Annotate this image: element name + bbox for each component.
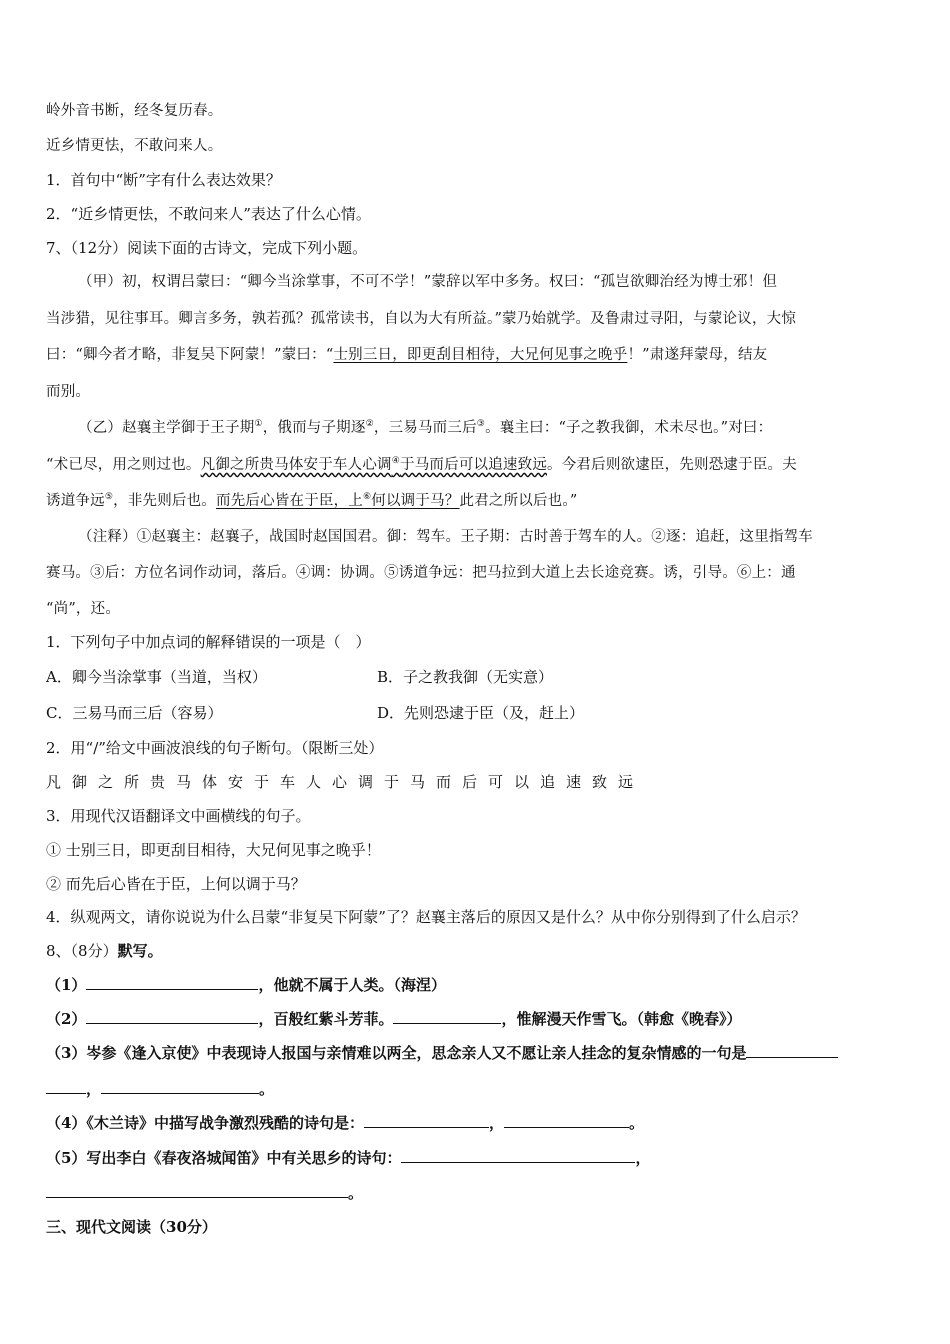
answer-blank[interactable] [46, 1183, 348, 1198]
footnote-mark: ② [365, 419, 374, 430]
passage-yi-line-1 [78, 418, 772, 438]
answer-blank[interactable] [101, 1079, 259, 1094]
passage-jia-line-4: 而别。 [46, 384, 91, 400]
poem-line-2: 近乡情更怯，不敢问来人。 [46, 138, 223, 154]
option-a: A．卿今当涂掌事（当道，当权） [46, 668, 267, 686]
q8-item-5-cont: 。 [46, 1183, 363, 1203]
poem-question-1: 1．首句中“断”字有什么表达效果？ [46, 171, 281, 189]
passage-jia-line-1: （甲）初，权谓吕蒙曰：“卿今当涂掌事，不可不学！”蒙辞以军中多务。权曰：“孤岂欲卿治经为博士邪！但 [78, 274, 778, 290]
sub-question-4: 4．纵观两文，请你说说为什么吕蒙“非复吴下阿蒙”了？赵襄主落后的原因又是什么？从中你分别得到了什么启示？ [46, 908, 806, 926]
footnote-mark: ⑤ [104, 492, 114, 503]
yi-underlined-sentence: 而先后心皆在于臣，上⑥何以调于马？ [216, 492, 460, 509]
answer-blank[interactable] [746, 1043, 838, 1058]
yi-text: 。今君后则欲逮臣，先则恐逮于臣。夫 [547, 457, 797, 473]
option-c: C．三易马而三后（容易） [46, 704, 223, 722]
poem-line-1: 岭外音书断，经冬复历春。 [46, 103, 223, 119]
jia-text: 曰：“卿今者才略，非复吴下阿蒙！”蒙曰：“ [46, 347, 334, 363]
answer-blank[interactable] [364, 1113, 489, 1128]
passage-yi-line-2 [46, 455, 797, 475]
answer-blank[interactable] [86, 1009, 258, 1024]
yi-text: “术已尽，用之则过也。 [46, 457, 201, 473]
option-d: D．先则恐逮于臣（及，赶上） [377, 704, 585, 722]
answer-blank[interactable] [393, 1009, 501, 1024]
q8-item-3: （3）岑参《逢入京使》中表现诗人报国与亲情难以两全，思念亲人又不愿让亲人挂念的复杂情感的一句是 [46, 1043, 838, 1063]
yi-text: ，非先则后也。 [113, 493, 216, 509]
sub-question-3: 3．用现代汉语翻译文中画横线的句子。 [46, 807, 311, 825]
q8-item-4: （4）《木兰诗》中描写战争激烈残酷的诗句是： ， 。 [46, 1114, 644, 1132]
notes-line-1: （注释）①赵襄主：赵襄子，战国时赵国国君。御：驾车。王子期：古时善于驾车的人。②逐：追赶，这里指驾车 [78, 529, 813, 545]
section-3-heading: 三、现代文阅读（30分） [46, 1218, 217, 1236]
yi-text: 此君之所以后也。” [459, 493, 578, 509]
jia-text: ！”肃遂拜蒙母，结友 [627, 347, 768, 363]
q8-score: 8、（8分） [46, 942, 118, 960]
q8-task: 默写。 [117, 942, 163, 960]
q8-item-2: （2） ，百般红紫斗芳菲。 ，惟解漫天作雪飞。（韩愈《晚春》） [46, 1010, 742, 1028]
sub-question-2: 2．用“/”给文中画波浪线的句子断句。（限断三处） [46, 739, 384, 757]
answer-blank[interactable] [86, 975, 258, 990]
passage-jia-line-3 [46, 345, 767, 365]
notes-line-2: 赛马。③后：方位名词作动词，落后。④调：协调。⑤诱道争远：把马拉到大道上去长途竞赛。诱，引导。⑥上：通 [46, 565, 796, 581]
sub-question-1: 1．下列句子中加点词的解释错误的一项是（ ） [46, 633, 371, 651]
q8-title [46, 941, 163, 961]
yi-text: ，三易马而三后 [373, 420, 477, 436]
footnote-mark: ③ [476, 419, 486, 430]
yi-text: （乙）赵襄主学御于王子期 [78, 420, 255, 436]
yi-text: 。襄主曰：“子之教我御，术未尽也。”对曰： [485, 420, 773, 436]
answer-blank[interactable] [401, 1148, 635, 1163]
wavy-underlined-sentence: 凡御之所贵马体安于车人心调④于马而后可以追速致远 [200, 456, 548, 473]
yi-text: 诱道争远 [46, 493, 105, 509]
q7-title: 7、（12分）阅读下面的古诗文，完成下列小题。 [46, 239, 368, 257]
q8-item-1: （1） ，他就不属于人类。（海涅） [46, 976, 446, 994]
translate-sentence-2: ② 而先后心皆在于臣，上何以调于马？ [46, 875, 306, 893]
footnote-mark: ① [254, 419, 263, 430]
answer-blank[interactable] [504, 1113, 629, 1128]
passage-jia-line-2: 当涉猎，见往事耳。卿言多务，孰若孤？孤常读书，自以为大有所益。”蒙乃始就学。及鲁肃过寻阳，与蒙论议，大惊 [46, 311, 797, 327]
yi-text: ，俄而与子期逐 [262, 420, 366, 436]
translate-sentence-1: ① 士别三日，即更刮目相待，大兄何见事之晚乎！ [46, 841, 381, 859]
punctuation-sentence: 凡御之所贵马体安于车人心调于马而后可以追速致远 [46, 773, 645, 791]
poem-question-2: 2．“近乡情更怯，不敢问来人”表达了什么心情。 [46, 205, 371, 223]
notes-line-3: “尚”，还。 [46, 601, 121, 617]
q8-item-3-cont: ， 。 [46, 1079, 274, 1099]
q8-item-5: （5）写出李白《春夜洛城闻笛》中有关思乡的诗句： ， [46, 1149, 651, 1167]
option-b: B．子之教我御（无实意） [377, 668, 554, 686]
passage-yi-line-3 [46, 491, 577, 511]
answer-blank[interactable] [46, 1079, 86, 1094]
jia-underlined-sentence: 士别三日，即更刮目相待，大兄何见事之晚乎 [333, 347, 628, 363]
